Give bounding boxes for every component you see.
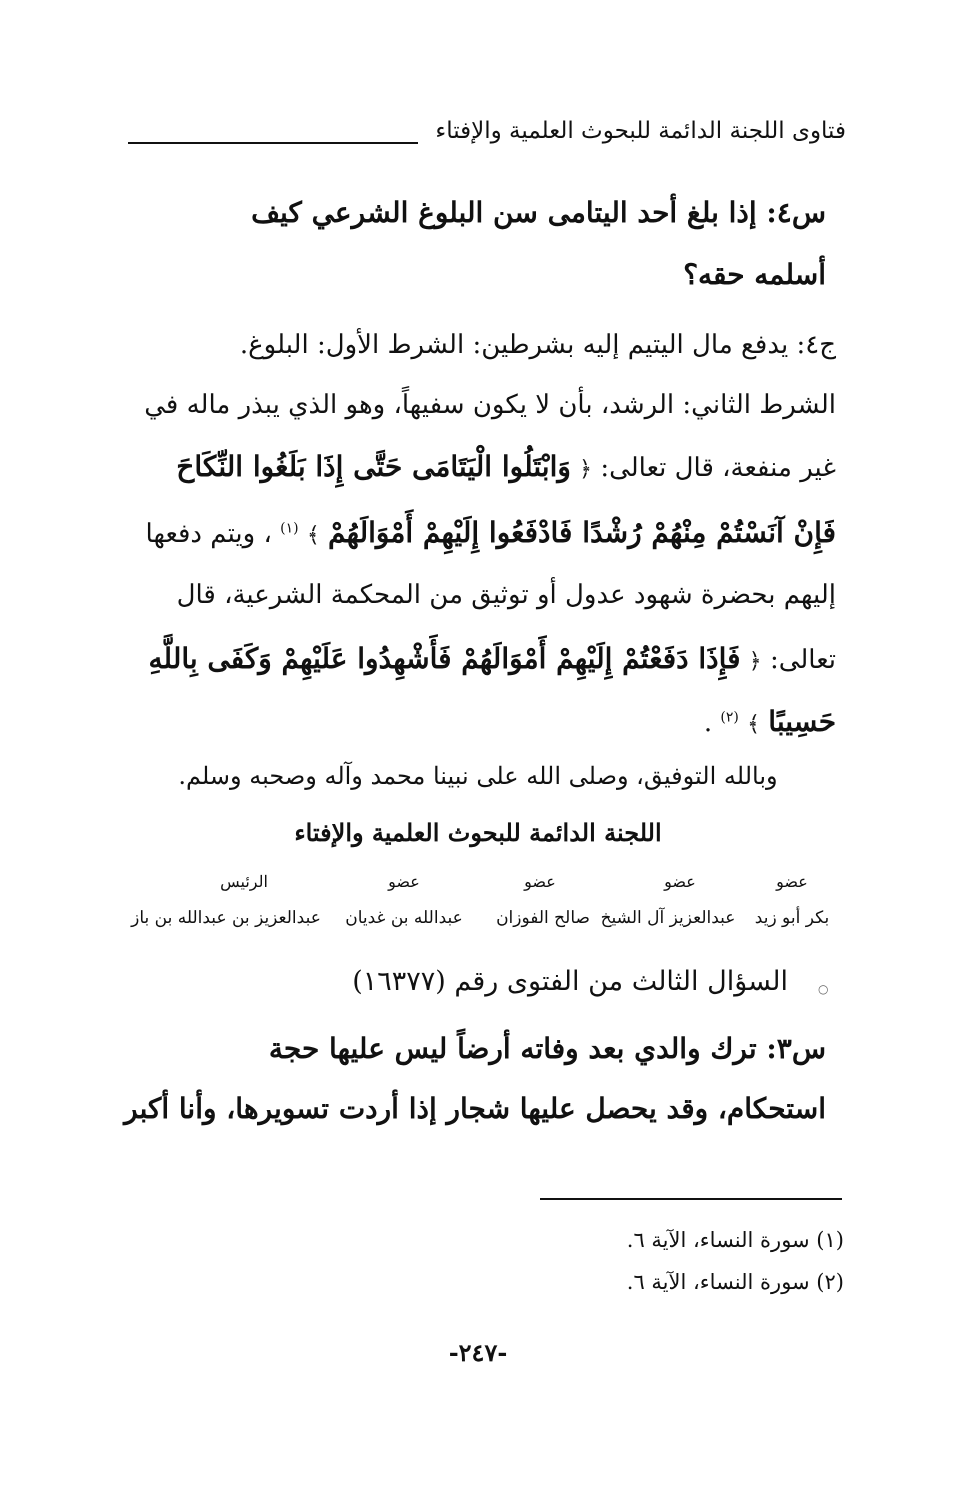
quran-verse-1a: وَابْتَلُوا الْيَتَامَى حَتَّى إِذَا بَلَغُوا النِّكَاحَ: [176, 450, 571, 483]
running-header: فتاوى اللجنة الدائمة للبحوث العلمية والإفتاء: [435, 118, 846, 144]
question-3-line-1: س٣: ترك والدي بعد وفاته أرضاً ليس عليها حجة: [268, 1032, 826, 1065]
signatory-name: عبدالعزيز بن عبدالله بن باز: [131, 908, 321, 928]
answer-4-line-3: [176, 450, 836, 483]
header-rule: [128, 142, 418, 144]
signatory-role: عضو: [776, 872, 808, 891]
quran-verse-2b: حَسِيبًا: [768, 705, 836, 738]
signatory-name: بكر أبو زيد: [754, 908, 830, 928]
footnote-2: (٢) سورة النساء، الآية ٦.: [626, 1270, 844, 1294]
answer-4-line-4: [146, 516, 836, 549]
signatory-name: عبدالله بن غديان: [345, 908, 463, 928]
page-number: -٢٤٧-: [448, 1338, 508, 1367]
signatory-role: عضو: [524, 872, 556, 891]
quran-open-bracket: ﴿: [579, 457, 593, 482]
answer-text: .: [703, 708, 713, 738]
signatory-name: عبدالعزيز آل الشيخ: [600, 908, 736, 928]
answer-4-line-6: [149, 642, 836, 675]
footnote-separator: [540, 1198, 842, 1200]
answer-text: ، ويتم دفعها: [145, 519, 272, 549]
footnote-1: (١) سورة النساء، الآية ٦.: [626, 1228, 844, 1252]
speck-mark: ○: [818, 982, 829, 996]
footnote-2-marker: (٢): [720, 709, 739, 726]
question-4-line-1: س٤: إذا بلغ أحد اليتامى سن البلوغ الشرعي كيف: [251, 196, 826, 229]
quran-open-bracket: ﴿: [748, 649, 762, 674]
signatory-role: عضو: [388, 872, 420, 891]
signatory-name: صالح الفوزان: [496, 908, 590, 928]
quran-close-bracket: ﴾: [306, 523, 320, 548]
answer-text: غير منفعة، قال تعالى:: [600, 453, 836, 483]
footnote-1-marker: (١): [280, 520, 299, 537]
question-3-line-2: استحكام، وقد يحصل عليها شجار إذا أردت تسويرها، وأنا أكبر: [124, 1092, 826, 1125]
signatory-role: عضو: [664, 872, 696, 891]
quran-verse-1b: فَإِنْ آنَسْتُمْ مِنْهُمْ رُشْدًا فَادْفَعُوا إِلَيْهِمْ أَمْوَالَهُمْ: [328, 516, 836, 549]
fatwa-reference: السؤال الثالث من الفتوى رقم (١٦٣٧٧): [352, 966, 788, 997]
quran-verse-2a: فَإِذَا دَفَعْتُمْ إِلَيْهِمْ أَمْوَالَهُمْ فَأَشْهِدُوا عَلَيْهِمْ وَكَفَى بِاللَّهِ: [148, 642, 741, 675]
answer-4-line-7: [704, 705, 836, 738]
answer-text: تعالى:: [769, 645, 836, 675]
quran-close-bracket: ﴾: [747, 712, 761, 737]
closing-supplication: وبالله التوفيق، وصلى الله على نبينا محمد وآله وصحبه وسلم.: [178, 762, 778, 790]
answer-4-line-1: ج٤: يدفع مال اليتيم إليه بشرطين: الشرط الأول: البلوغ.: [239, 330, 836, 360]
committee-name: اللجنة الدائمة للبحوث العلمية والإفتاء: [294, 818, 662, 847]
question-4-line-2: أسلمه حقه؟: [683, 258, 826, 291]
signatory-role: الرئيس: [220, 872, 268, 891]
answer-4-line-2: الشرط الثاني: الرشد، بأن لا يكون سفيهاً، وهو الذي يبذر ماله في: [144, 390, 836, 420]
answer-4-line-5: إليهم بحضرة شهود عدول أو توثيق من المحكمة الشرعية، قال: [176, 580, 836, 610]
